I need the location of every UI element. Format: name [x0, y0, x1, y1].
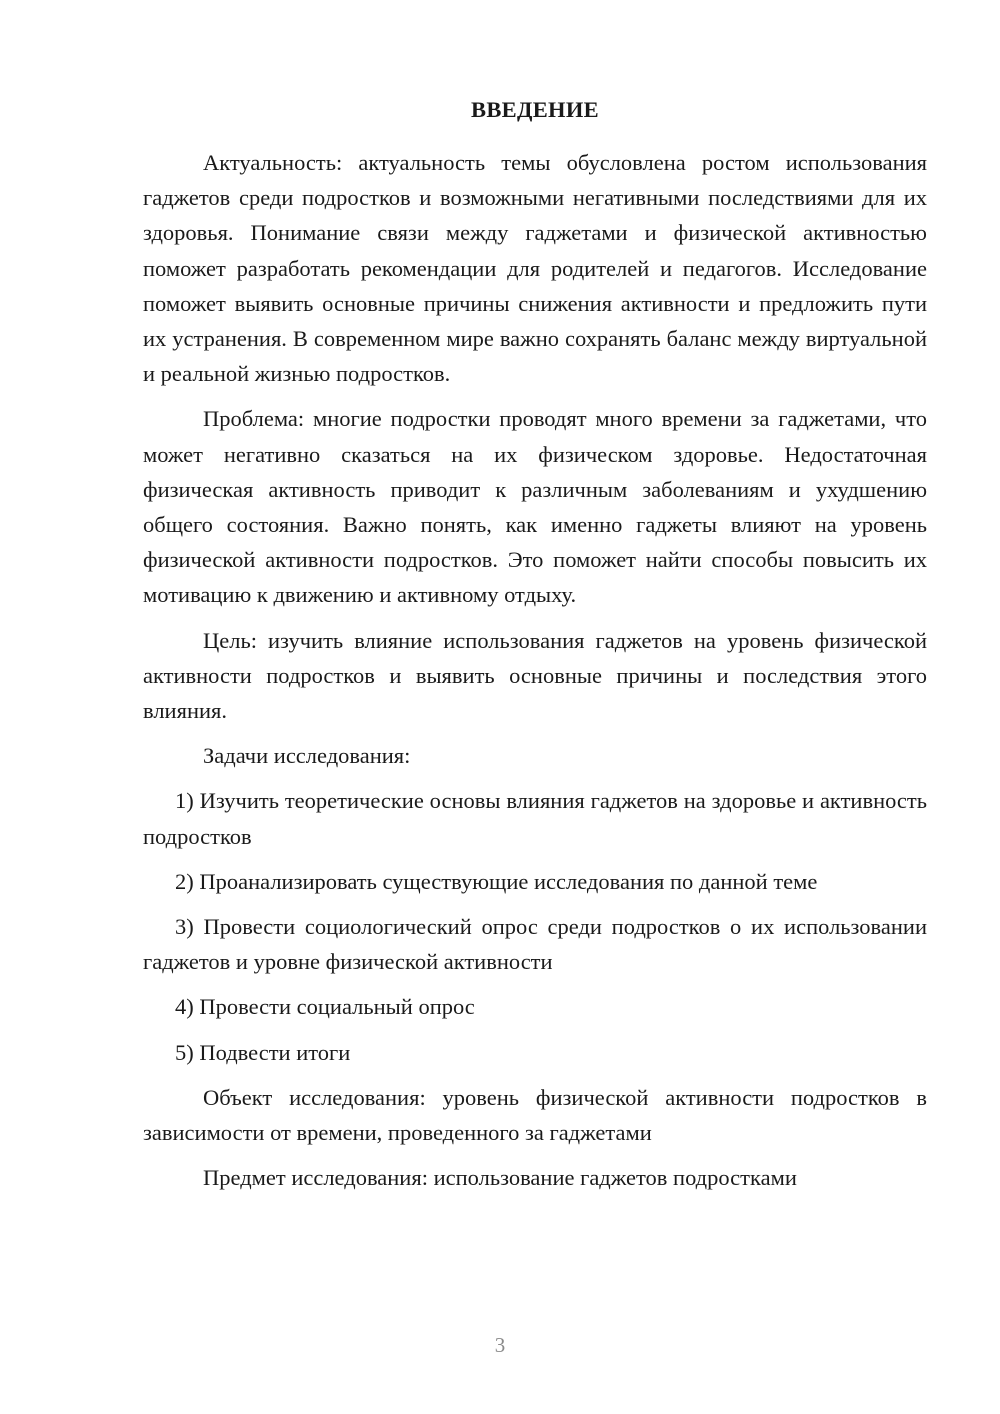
document-page	[143, 95, 927, 1205]
task-item-4: 4) Провести социальный опрос	[175, 994, 475, 1020]
section-heading: ВВЕДЕНИЕ	[471, 97, 599, 122]
task-item-5: 5) Подвести итоги	[175, 1039, 351, 1065]
task-item-3: 3) Провести социологический опрос среди подростков о их использовании гаджетов и уровне физической активности	[143, 914, 927, 975]
subject-paragraph: Предмет исследования: использование гаджетов подростками	[203, 1165, 797, 1191]
goal-paragraph: Цель: изучить влияние использования гаджетов на уровень физической активности подростков и выявить основные причины и последствия этого влияния.	[143, 627, 927, 724]
problem-paragraph: Проблема: многие подростки проводят много времени за гаджетами, что может негативно сказаться на их физическом здоровье. Недостаточная физическая активность приводит к различным заболеваниям и ухудшению общего состояния. Важно понять, как именно гаджеты влияют на уровень физической активности подростков. Это поможет найти способы повысить их мотивацию к движению и активному отдыху.	[143, 406, 927, 608]
page-number: 3	[494, 1333, 506, 1357]
object-paragraph: Объект исследования: уровень физической активности подростков в зависимости от времени, проведенного за гаджетами	[143, 1084, 927, 1146]
relevance-paragraph: Актуальность: актуальность темы обусловлена ростом использования гаджетов среди подростков и возможными негативными последствиями для их здоровья. Понимание связи между гаджетами и физической активностью поможет разработать рекомендации для родителей и педагогов. Исследование поможет выявить основные причины снижения активности и предложить пути их устранения. В современном мире важно сохранять баланс между виртуальной и реальной жизнью подростков.	[143, 150, 927, 387]
task-item-2: 2) Проанализировать существующие исследования по данной теме	[175, 868, 818, 894]
task-item-1: 1) Изучить теоретические основы влияния гаджетов на здоровье и активность подростков	[143, 788, 927, 849]
tasks-title: Задачи исследования:	[203, 743, 411, 769]
